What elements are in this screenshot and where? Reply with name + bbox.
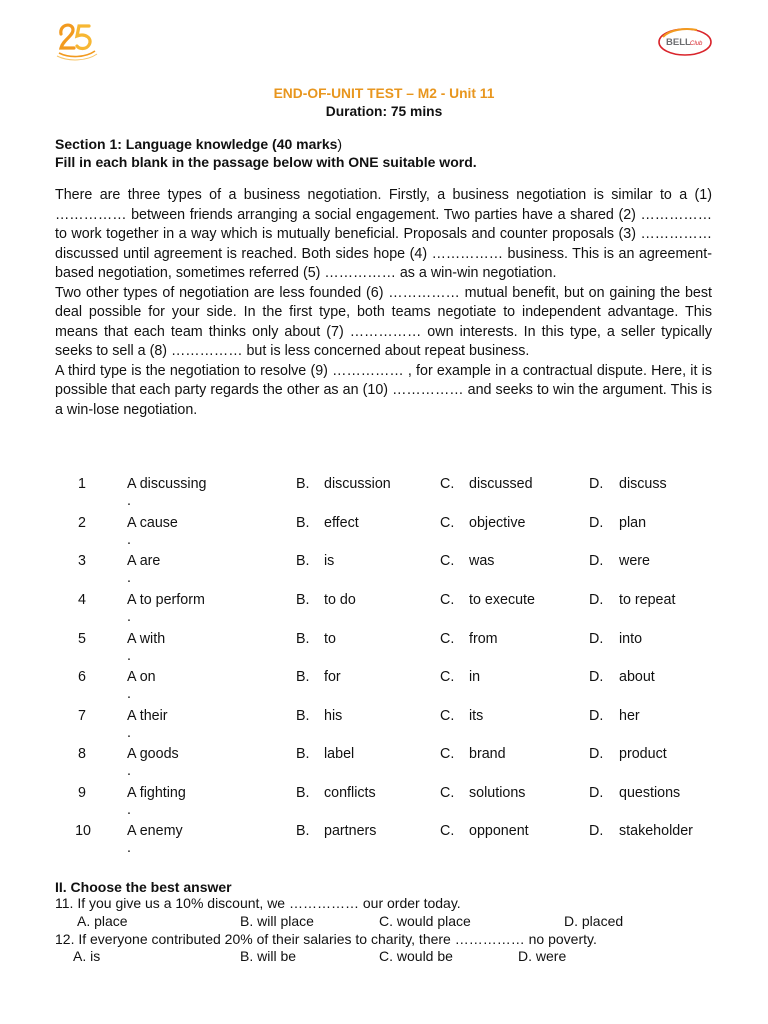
q11-option-c: C. would place — [379, 913, 471, 929]
option-d: discuss — [619, 476, 667, 492]
section1-instruction: Fill in each blank in the passage below with ONE suitable word. — [55, 154, 477, 170]
option-c-label: C. — [440, 669, 455, 685]
option-b: label — [324, 746, 355, 762]
option-a: A discussing — [127, 476, 207, 492]
option-b: for — [324, 669, 341, 685]
question-number: 6 — [78, 669, 86, 685]
option-c: to execute — [469, 592, 535, 608]
q12-option-c: C. would be — [379, 948, 453, 964]
question-number: 7 — [78, 708, 86, 724]
option-c: discussed — [469, 476, 533, 492]
option-d: her — [619, 708, 640, 724]
question-12: 12. If everyone contributed 20% of their salaries to charity, there …………… no poverty. — [55, 931, 597, 947]
passage-paragraph-1: There are three types of a business negotiation. Firstly, a business negotiation is similar to a (1) …………… between friends arranging a social engagement. Two parties have a shared (2) …………… to work together in a way which is mutually beneficial. Proposals and counter proposals (3) …………… discussed until agreement is reached. Both sides hope (4) …………… business. This is an agreement-based negotiation, sometimes referred (5) …………… as a win-win negotiation. — [55, 187, 712, 281]
option-b-label: B. — [296, 553, 310, 569]
option-a: A goods — [127, 746, 179, 762]
option-b: effect — [324, 515, 359, 531]
reading-passage — [55, 186, 712, 420]
option-a: A cause — [127, 515, 178, 531]
option-c: objective — [469, 515, 526, 531]
q12-option-b: B. will be — [240, 948, 297, 964]
option-c: in — [469, 669, 481, 685]
question-number: 2 — [78, 515, 86, 531]
question-number: 5 — [78, 631, 86, 647]
option-d: product — [619, 746, 667, 762]
option-b-label: B. — [296, 823, 310, 839]
option-d-label: D. — [589, 785, 604, 801]
option-c-label: C. — [440, 592, 455, 608]
anniversary-logo — [55, 20, 99, 62]
option-b: is — [324, 553, 335, 569]
q12-option-d: D. were — [518, 948, 567, 964]
question-number: 9 — [78, 785, 86, 801]
option-a-dot: . — [127, 763, 131, 779]
option-c: opponent — [469, 823, 529, 839]
option-a-dot: . — [127, 570, 131, 586]
option-a-dot: . — [127, 840, 131, 856]
option-d: to repeat — [619, 592, 676, 608]
option-b: to — [324, 631, 336, 647]
option-a: A to perform — [127, 592, 205, 608]
option-c-label: C. — [440, 631, 455, 647]
option-b: to do — [324, 592, 356, 608]
question-number: 1 — [78, 476, 86, 492]
option-d: about — [619, 669, 655, 685]
option-a-dot: . — [127, 648, 131, 664]
passage-paragraph-3: A third type is the negotiation to resolve (9) …………… , for example in a contractual dispute. Here, it is possible that each party regards the other as an (10) …………… and seeks to win the argument. This is a win-lose negotiation. — [55, 362, 712, 418]
option-c-label: C. — [440, 746, 455, 762]
bell-club-logo — [657, 27, 713, 57]
option-c-label: C. — [440, 708, 455, 724]
option-d: were — [619, 553, 650, 569]
question-number: 10 — [75, 823, 91, 839]
q11-option-d: D. placed — [564, 913, 624, 929]
option-b: conflicts — [324, 785, 376, 801]
bell-logo-subtext: Club — [690, 41, 703, 47]
q11-option-a: A. place — [77, 913, 128, 929]
option-a: A with — [127, 631, 166, 647]
option-c: brand — [469, 746, 506, 762]
option-b-label: B. — [296, 708, 310, 724]
section1-heading-text: Section 1: Language knowledge (40 marks — [55, 136, 338, 152]
option-a: A fighting — [127, 785, 186, 801]
option-c-label: C. — [440, 476, 455, 492]
test-duration: Duration: 75 mins — [325, 104, 443, 119]
option-a-dot: . — [127, 725, 131, 741]
option-d: questions — [619, 785, 681, 801]
option-a-dot: . — [127, 493, 131, 509]
option-a-dot: . — [127, 609, 131, 625]
option-d-label: D. — [589, 823, 604, 839]
option-d-label: D. — [589, 515, 604, 531]
option-c: from — [469, 631, 498, 647]
option-b-label: B. — [296, 746, 310, 762]
bell-logo-text: BELL — [666, 37, 691, 48]
option-d: stakeholder — [619, 823, 693, 839]
option-b-label: B. — [296, 592, 310, 608]
option-d-label: D. — [589, 631, 604, 647]
option-d-label: D. — [589, 476, 604, 492]
passage-paragraph-2: Two other types of negotiation are less founded (6) …………… mutual benefit, but on gaining the best deal possible for your side. In the first type, both teams negotiate to independent advantage. This means that each team thinks only about (7) …………… own interests. In this type, a seller typically seeks to sell a (8) …………… but is less concerned about repeat business. — [55, 284, 712, 359]
option-b: his — [324, 708, 343, 724]
option-c-label: C. — [440, 515, 455, 531]
q12-option-a: A. is — [73, 948, 101, 964]
option-c-label: C. — [440, 553, 455, 569]
option-b: discussion — [324, 476, 391, 492]
option-c: was — [469, 553, 495, 569]
option-d-label: D. — [589, 669, 604, 685]
option-d-label: D. — [589, 746, 604, 762]
option-d: plan — [619, 515, 647, 531]
option-a: A on — [127, 669, 156, 685]
section1-heading — [55, 136, 342, 152]
option-b-label: B. — [296, 631, 310, 647]
option-b: partners — [324, 823, 377, 839]
section1-heading-close: ) — [337, 136, 343, 152]
question-number: 3 — [78, 553, 86, 569]
q11-option-b: B. will place — [240, 913, 314, 929]
question-number: 4 — [78, 592, 86, 608]
option-c: solutions — [469, 785, 526, 801]
option-a: A are — [127, 553, 161, 569]
option-d-label: D. — [589, 592, 604, 608]
question-number: 8 — [78, 746, 86, 762]
test-title: END-OF-UNIT TEST – M2 - Unit 11 — [273, 86, 495, 101]
option-b-label: B. — [296, 515, 310, 531]
option-b-label: B. — [296, 476, 310, 492]
option-b-label: B. — [296, 785, 310, 801]
option-d-label: D. — [589, 708, 604, 724]
option-a-dot: . — [127, 686, 131, 702]
option-d-label: D. — [589, 553, 604, 569]
option-c-label: C. — [440, 823, 455, 839]
option-a-dot: . — [127, 802, 131, 818]
option-d: into — [619, 631, 643, 647]
option-a: A enemy — [127, 823, 183, 839]
option-c: its — [469, 708, 484, 724]
option-a-dot: . — [127, 532, 131, 548]
question-11: 11. If you give us a 10% discount, we …………… our order today. — [55, 895, 461, 911]
option-c-label: C. — [440, 785, 455, 801]
part2-heading: II. Choose the best answer — [55, 879, 232, 895]
option-b-label: B. — [296, 669, 310, 685]
option-a: A their — [127, 708, 168, 724]
